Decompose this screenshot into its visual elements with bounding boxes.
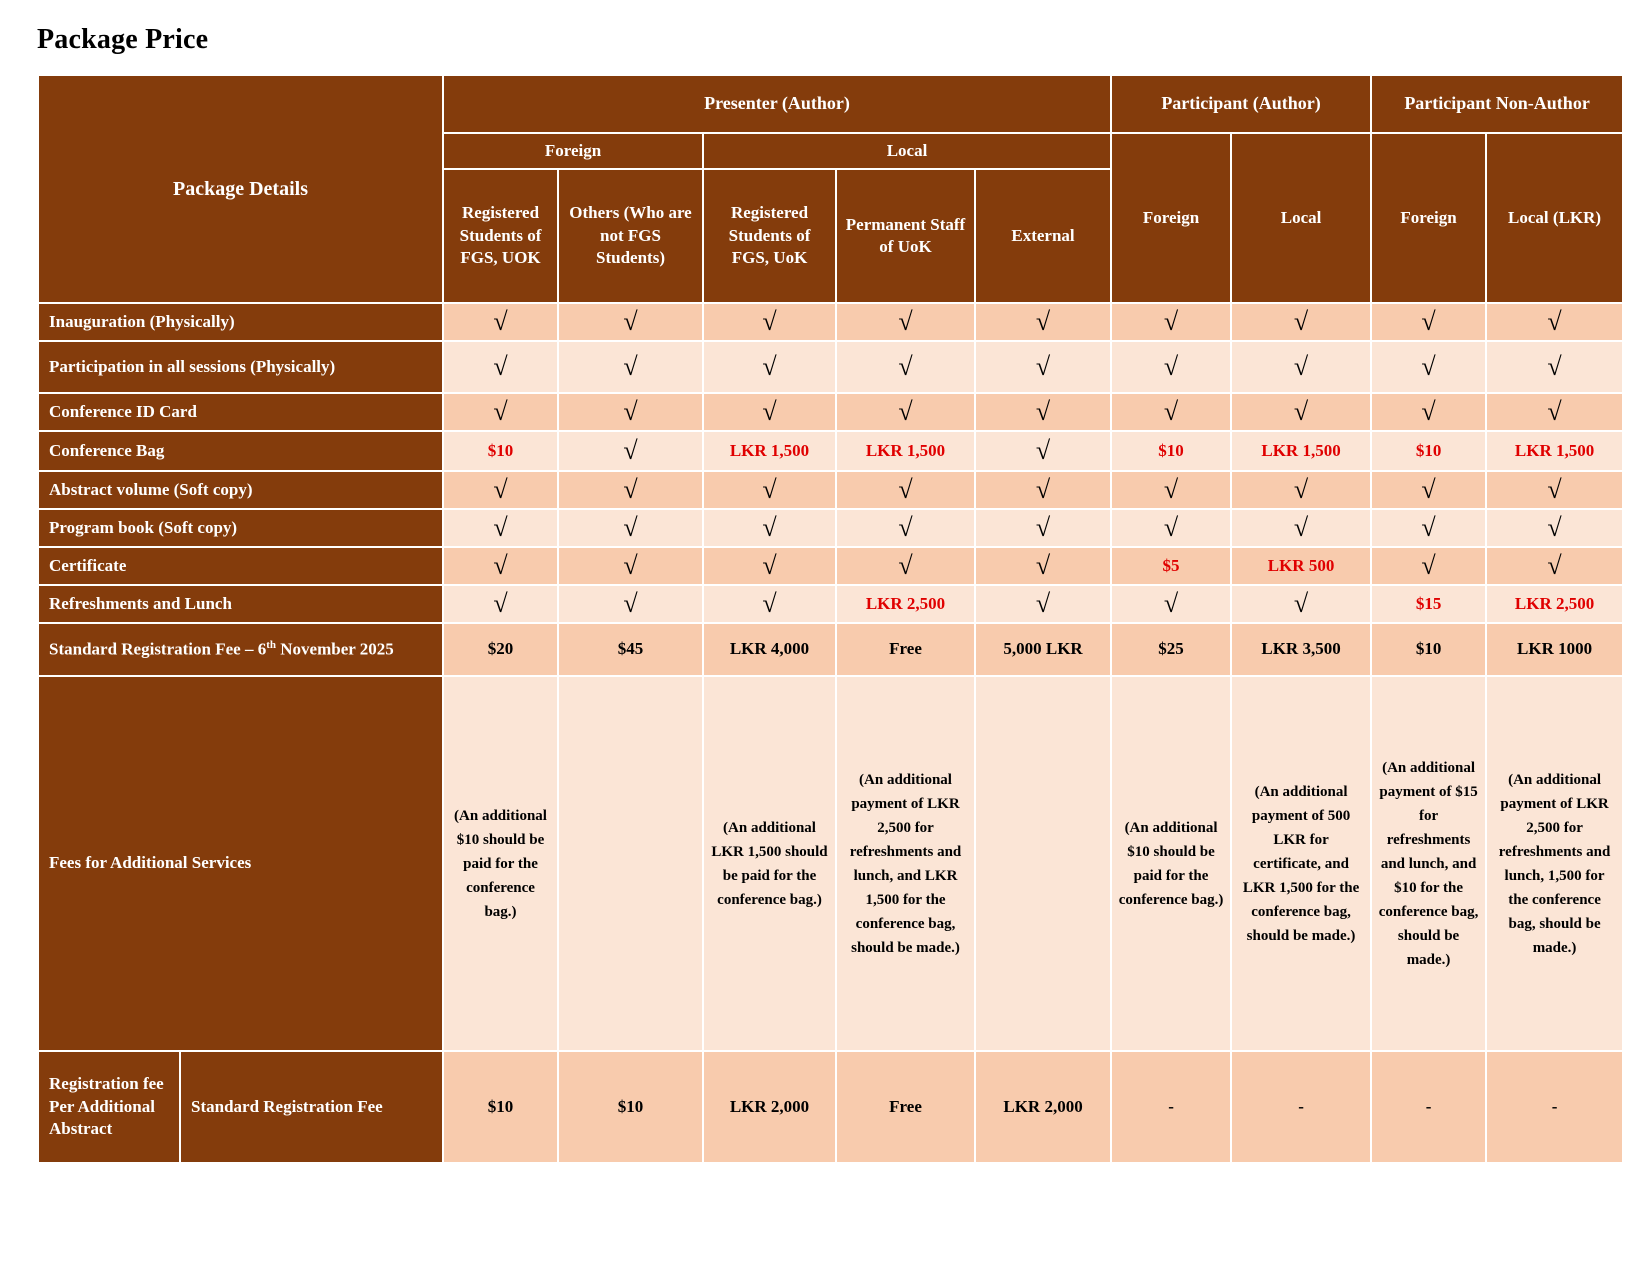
cell-money: $10 [1371,623,1486,676]
cell-check: √ [1486,509,1623,547]
cell-check: √ [1371,393,1486,431]
cell-money: $10 [443,1051,558,1163]
cell-money: - [1231,1051,1371,1163]
header-participant-author-foreign: Foreign [1111,133,1231,303]
cell-check: √ [1371,547,1486,585]
cell-red: $10 [1371,431,1486,471]
cell-check: √ [836,393,975,431]
header-row-groups [38,75,1623,133]
table-row [38,431,1623,471]
header-participant-non-author-local-lkr: Local (LKR) [1486,133,1623,303]
cell-check: √ [1486,547,1623,585]
cell-check: √ [1371,509,1486,547]
cell-check: √ [558,431,703,471]
cell-check: √ [1231,585,1371,623]
cell-red: LKR 500 [1231,547,1371,585]
cell-note: (An additional payment of LKR 2,500 for refreshments and lunch, 1,500 for the conference bag, should be made.) [1486,676,1623,1051]
cell-check: √ [1231,471,1371,509]
cell-money: LKR 4,000 [703,623,836,676]
cell-check: √ [975,585,1111,623]
cell-note: (An additional LKR 1,500 should be paid for the conference bag.) [703,676,836,1051]
header-group-participant-author: Participant (Author) [1111,75,1371,133]
cell-check: √ [1231,341,1371,393]
cell-check: √ [975,393,1111,431]
cell-check: √ [1111,303,1231,341]
header-presenter-local: Local [703,133,1111,169]
cell-check: √ [558,303,703,341]
header-group-participant-non-author: Participant Non-Author [1371,75,1623,133]
cell-red: $10 [1111,431,1231,471]
cell-money: LKR 3,500 [1231,623,1371,676]
table-header [38,75,1623,303]
cell-money: LKR 2,000 [975,1051,1111,1163]
header-col-registered-students-local: Registered Students of FGS, UoK [703,169,836,303]
table-row [38,509,1623,547]
table-row [38,585,1623,623]
table-row [38,393,1623,431]
cell-note: (An additional payment of $15 for refreshments and lunch, and $10 for the conference bag, should be made.) [1371,676,1486,1051]
cell-check: √ [975,431,1111,471]
cell-check: √ [1231,303,1371,341]
cell-check: √ [1111,509,1231,547]
cell-money: - [1371,1051,1486,1163]
cell-red: LKR 1,500 [836,431,975,471]
cell-check: √ [975,341,1111,393]
cell-check: √ [975,509,1111,547]
cell-note [975,676,1111,1051]
cell-check: √ [443,341,558,393]
cell-note: (An additional $10 should be paid for the conference bag.) [443,676,558,1051]
cell-check: √ [703,547,836,585]
cell-red: LKR 2,500 [836,585,975,623]
page-title: Package Price [37,24,209,55]
cell-check: √ [975,547,1111,585]
table-row [38,303,1623,341]
header-package-details: Package Details [38,75,443,303]
cell-check: √ [1486,303,1623,341]
header-col-external: External [975,169,1111,303]
cell-money: $45 [558,623,703,676]
cell-check: √ [703,585,836,623]
cell-check: √ [443,547,558,585]
cell-check: √ [1111,585,1231,623]
cell-check: √ [1371,471,1486,509]
cell-red: LKR 2,500 [1486,585,1623,623]
cell-money: Free [836,623,975,676]
cell-check: √ [443,303,558,341]
cell-money: 5,000 LKR [975,623,1111,676]
package-price-table [37,74,1624,1164]
row-label: Certificate [38,547,443,585]
cell-check: √ [1231,509,1371,547]
cell-money: $25 [1111,623,1231,676]
cell-check: √ [836,341,975,393]
table-body [38,303,1623,1163]
cell-check: √ [703,509,836,547]
row-label: Standard Registration Fee – 6th November 2025 [38,623,443,676]
row-label: Refreshments and Lunch [38,585,443,623]
row-label: Participation in all sessions (Physically) [38,341,443,393]
cell-red: $15 [1371,585,1486,623]
cell-check: √ [703,303,836,341]
table-row [38,623,1623,676]
cell-check: √ [443,585,558,623]
cell-red: LKR 1,500 [1231,431,1371,471]
table-row [38,676,1623,1051]
cell-money: $10 [558,1051,703,1163]
cell-check: √ [1486,393,1623,431]
cell-check: √ [443,509,558,547]
cell-money: $20 [443,623,558,676]
cell-money: - [1486,1051,1623,1163]
cell-check: √ [836,547,975,585]
cell-money: LKR 1000 [1486,623,1623,676]
cell-check: √ [558,471,703,509]
cell-check: √ [1111,341,1231,393]
cell-check: √ [703,393,836,431]
cell-check: √ [443,471,558,509]
cell-note: (An additional payment of LKR 2,500 for refreshments and lunch, and LKR 1,500 for the conference bag, should be made.) [836,676,975,1051]
cell-check: √ [558,341,703,393]
header-col-permanent-staff: Permanent Staff of UoK [836,169,975,303]
cell-check: √ [558,547,703,585]
header-participant-non-author-foreign: Foreign [1371,133,1486,303]
row-label: Conference ID Card [38,393,443,431]
cell-red: $5 [1111,547,1231,585]
cell-check: √ [558,509,703,547]
row-label: Inauguration (Physically) [38,303,443,341]
cell-red: LKR 1,500 [1486,431,1623,471]
cell-check: √ [836,471,975,509]
cell-check: √ [836,303,975,341]
table-row [38,471,1623,509]
cell-note: (An additional $10 should be paid for the conference bag.) [1111,676,1231,1051]
cell-money: LKR 2,000 [703,1051,836,1163]
row-label-registration-fee-per-additional-abstract: Registration fee Per Additional Abstract [38,1051,180,1163]
row-label: Program book (Soft copy) [38,509,443,547]
cell-check: √ [558,585,703,623]
cell-check: √ [1111,393,1231,431]
cell-note [558,676,703,1051]
header-col-others-not-fgs: Others (Who are not FGS Students) [558,169,703,303]
cell-check: √ [703,341,836,393]
cell-check: √ [1111,471,1231,509]
row-label: Fees for Additional Services [38,676,443,1051]
cell-money: - [1111,1051,1231,1163]
cell-check: √ [558,393,703,431]
cell-check: √ [1371,303,1486,341]
header-group-presenter-author: Presenter (Author) [443,75,1111,133]
cell-red: LKR 1,500 [703,431,836,471]
row-label: Conference Bag [38,431,443,471]
header-col-registered-students-foreign: Registered Students of FGS, UOK [443,169,558,303]
table-row [38,547,1623,585]
cell-check: √ [836,509,975,547]
cell-check: √ [1486,471,1623,509]
header-presenter-foreign: Foreign [443,133,703,169]
row-label: Abstract volume (Soft copy) [38,471,443,509]
cell-check: √ [975,471,1111,509]
cell-check: √ [443,393,558,431]
cell-check: √ [703,471,836,509]
cell-money: Free [836,1051,975,1163]
cell-check: √ [1231,393,1371,431]
table-row [38,1051,1623,1163]
header-participant-author-local: Local [1231,133,1371,303]
row-label-standard-registration-fee: Standard Registration Fee [180,1051,443,1163]
cell-check: √ [1371,341,1486,393]
cell-red: $10 [443,431,558,471]
cell-check: √ [1486,341,1623,393]
table-row [38,341,1623,393]
cell-note: (An additional payment of 500 LKR for certificate, and LKR 1,500 for the conference bag, should be made.) [1231,676,1371,1051]
cell-check: √ [975,303,1111,341]
